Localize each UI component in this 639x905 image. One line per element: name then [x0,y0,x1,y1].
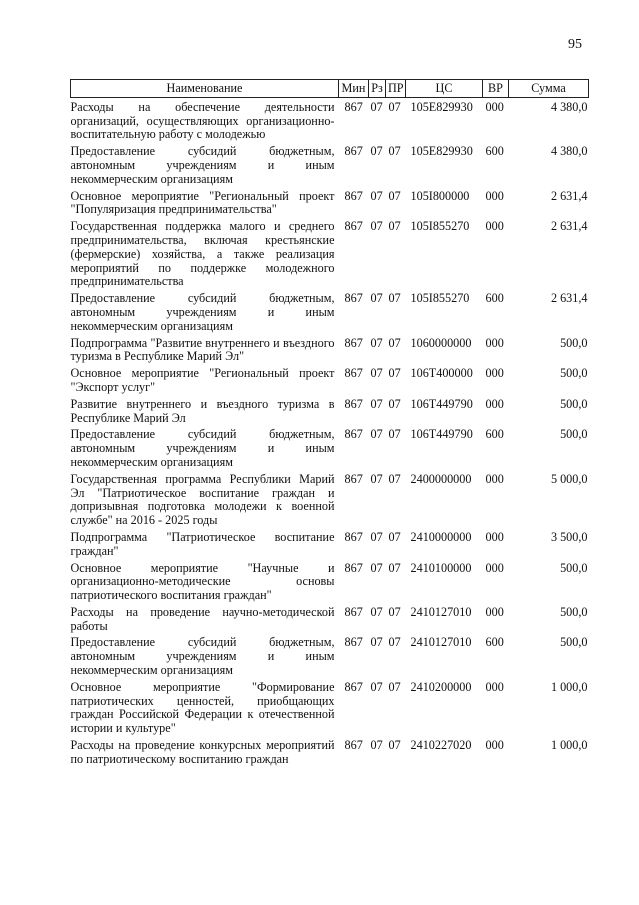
row-min: 867 [344,427,363,442]
row-pr: 07 [388,471,401,486]
row-pr: 07 [388,635,401,650]
header-name: Наименование [71,80,339,98]
header-vr: ВР [483,80,509,98]
table-row [71,289,589,333]
row-sum: 500,0 [560,604,588,619]
row-pr: 07 [388,335,401,350]
table-row [71,603,589,634]
row-sum: 2 631,4 [550,188,588,203]
row-rz: 07 [370,471,383,486]
row-vr: 000 [485,471,504,486]
row-name: Предоставление субсидий бюджетным, автономным учреждениям и иным некоммерческим организациям [70,291,335,333]
row-pr: 07 [388,144,401,159]
table-row [71,528,589,559]
row-name: Предоставление субсидий бюджетным, автономным учреждениям и иным некоммерческим организациям [70,635,335,678]
row-vr: 000 [485,335,504,350]
row-min: 867 [344,529,363,544]
row-vr: 000 [485,188,504,203]
row-pr: 07 [388,560,401,575]
row-sum: 500,0 [560,335,588,350]
row-name: Предоставление субсидий бюджетным, автономным учреждениям и иным некоммерческим организациям [70,427,335,469]
row-name: Предоставление субсидий бюджетным, автономным учреждениям и иным некоммерческим организациям [70,144,335,186]
row-rz: 07 [370,427,383,442]
row-cs: 2400000000 [410,471,472,486]
header-cs: ЦС [406,80,483,98]
row-vr: 600 [485,427,504,442]
row-pr: 07 [388,738,401,753]
row-name: Расходы на проведение конкурсных мероприятий по патриотическому воспитанию граждан [70,738,335,766]
row-min: 867 [344,291,363,306]
table-row [71,633,589,677]
row-rz: 07 [370,291,383,306]
row-cs: 105E829930 [410,144,473,159]
header-rz: Рз [369,80,386,98]
row-vr: 000 [485,604,504,619]
table-body [71,97,589,766]
table-row [71,559,589,603]
row-rz: 07 [370,738,383,753]
row-rz: 07 [370,99,383,114]
row-pr: 07 [388,427,401,442]
row-name: Основное мероприятие "Формирование патриотических ценностей, приобщающих граждан Российской Федерации к отечественной истории и культуре" [70,679,335,736]
row-rz: 07 [370,604,383,619]
row-vr: 000 [485,99,504,114]
row-min: 867 [344,635,363,650]
row-min: 867 [344,738,363,753]
row-cs: 106T449790 [410,396,473,411]
table-row [71,334,589,365]
row-sum: 1 000,0 [550,679,588,694]
row-vr: 600 [485,144,504,159]
row-name: Государственная программа Республики Марий Эл "Патриотическое воспитание граждан и допризывная подготовка молодежи к военной службе" на 2016 - 2025 годы [70,471,335,528]
row-vr: 000 [485,679,504,694]
row-min: 867 [344,335,363,350]
row-cs: 2410227020 [410,738,472,753]
row-cs: 105I855270 [410,219,470,234]
row-sum: 500,0 [560,427,588,442]
row-name: Подпрограмма "Патриотическое воспитание граждан" [70,529,335,558]
row-name: Основное мероприятие "Научные и организационно-методические основы патриотического воспитания граждан" [70,560,335,603]
row-rz: 07 [370,335,383,350]
row-sum: 1 000,0 [550,738,588,753]
row-name: Расходы на проведение научно-методической работы [70,604,335,633]
table-row [71,364,589,395]
row-pr: 07 [388,291,401,306]
row-vr: 000 [485,560,504,575]
row-vr: 000 [485,396,504,411]
row-sum: 500,0 [560,635,588,650]
row-rz: 07 [370,366,383,381]
row-pr: 07 [388,188,401,203]
row-cs: 105I855270 [410,291,470,306]
header-min: Мин [339,80,369,98]
table-row [71,97,589,142]
header-row [71,80,589,98]
row-rz: 07 [370,188,383,203]
row-rz: 07 [370,635,383,650]
row-min: 867 [344,471,363,486]
row-pr: 07 [388,99,401,114]
row-cs: 1060000000 [410,335,472,350]
row-sum: 3 500,0 [550,529,588,544]
row-min: 867 [344,144,363,159]
row-pr: 07 [388,604,401,619]
row-cs: 105E829930 [410,99,473,114]
row-cs: 2410000000 [410,529,472,544]
table-row [71,736,589,767]
row-vr: 600 [485,635,504,650]
row-cs: 106T400000 [410,366,473,381]
row-cs: 2410127010 [410,635,472,650]
budget-table [70,79,589,767]
row-sum: 5 000,0 [550,471,588,486]
page-number: 95 [568,37,582,52]
row-vr: 600 [485,291,504,306]
row-min: 867 [344,188,363,203]
row-name: Развитие внутреннего и въездного туризма в Республике Марий Эл [70,396,335,425]
row-cs: 2410200000 [410,679,472,694]
row-min: 867 [344,679,363,694]
row-sum: 500,0 [560,396,588,411]
row-name: Основное мероприятие "Региональный проект "Экспорт услуг" [70,366,335,394]
row-name: Расходы на обеспечение деятельности организаций, осуществляющих организационно-воспитательную работу с молодежью [70,99,335,142]
row-rz: 07 [370,144,383,159]
row-cs: 105I800000 [410,188,470,203]
row-vr: 000 [485,366,504,381]
row-sum: 2 631,4 [550,291,588,306]
row-pr: 07 [388,219,401,234]
header-sum: Сумма [509,80,589,98]
table-row [71,217,589,289]
row-sum: 500,0 [560,366,588,381]
table-row [71,395,589,426]
row-pr: 07 [388,396,401,411]
row-min: 867 [344,219,363,234]
row-rz: 07 [370,560,383,575]
table-row [71,425,589,469]
row-vr: 000 [485,219,504,234]
row-name: Государственная поддержка малого и среднего предпринимательства, включая крестьянские (фермерские) хозяйства, а также реализация мероприятий по поддержке молодежного предпринимательства [70,219,335,289]
row-vr: 000 [485,738,504,753]
table-row [71,142,589,186]
row-cs: 2410127010 [410,604,472,619]
row-cs: 106T449790 [410,427,473,442]
row-rz: 07 [370,396,383,411]
table-header [71,80,589,98]
row-sum: 4 380,0 [550,99,588,114]
row-min: 867 [344,396,363,411]
row-name: Основное мероприятие "Региональный проект "Популяризация предпринимательства" [70,188,335,217]
row-min: 867 [344,560,363,575]
row-min: 867 [344,366,363,381]
row-rz: 07 [370,529,383,544]
header-pr: ПР [386,80,406,98]
table-row [71,187,589,218]
row-cs: 2410100000 [410,560,472,575]
row-sum: 2 631,4 [550,219,588,234]
table-row [71,470,589,528]
row-sum: 4 380,0 [550,144,588,159]
row-min: 867 [344,99,363,114]
row-name: Подпрограмма "Развитие внутреннего и въездного туризма в Республике Марий Эл" [70,335,335,364]
row-pr: 07 [388,366,401,381]
table-row [71,678,589,736]
row-vr: 000 [485,529,504,544]
row-pr: 07 [388,529,401,544]
row-sum: 500,0 [560,560,588,575]
row-min: 867 [344,604,363,619]
row-rz: 07 [370,679,383,694]
row-pr: 07 [388,679,401,694]
row-rz: 07 [370,219,383,234]
